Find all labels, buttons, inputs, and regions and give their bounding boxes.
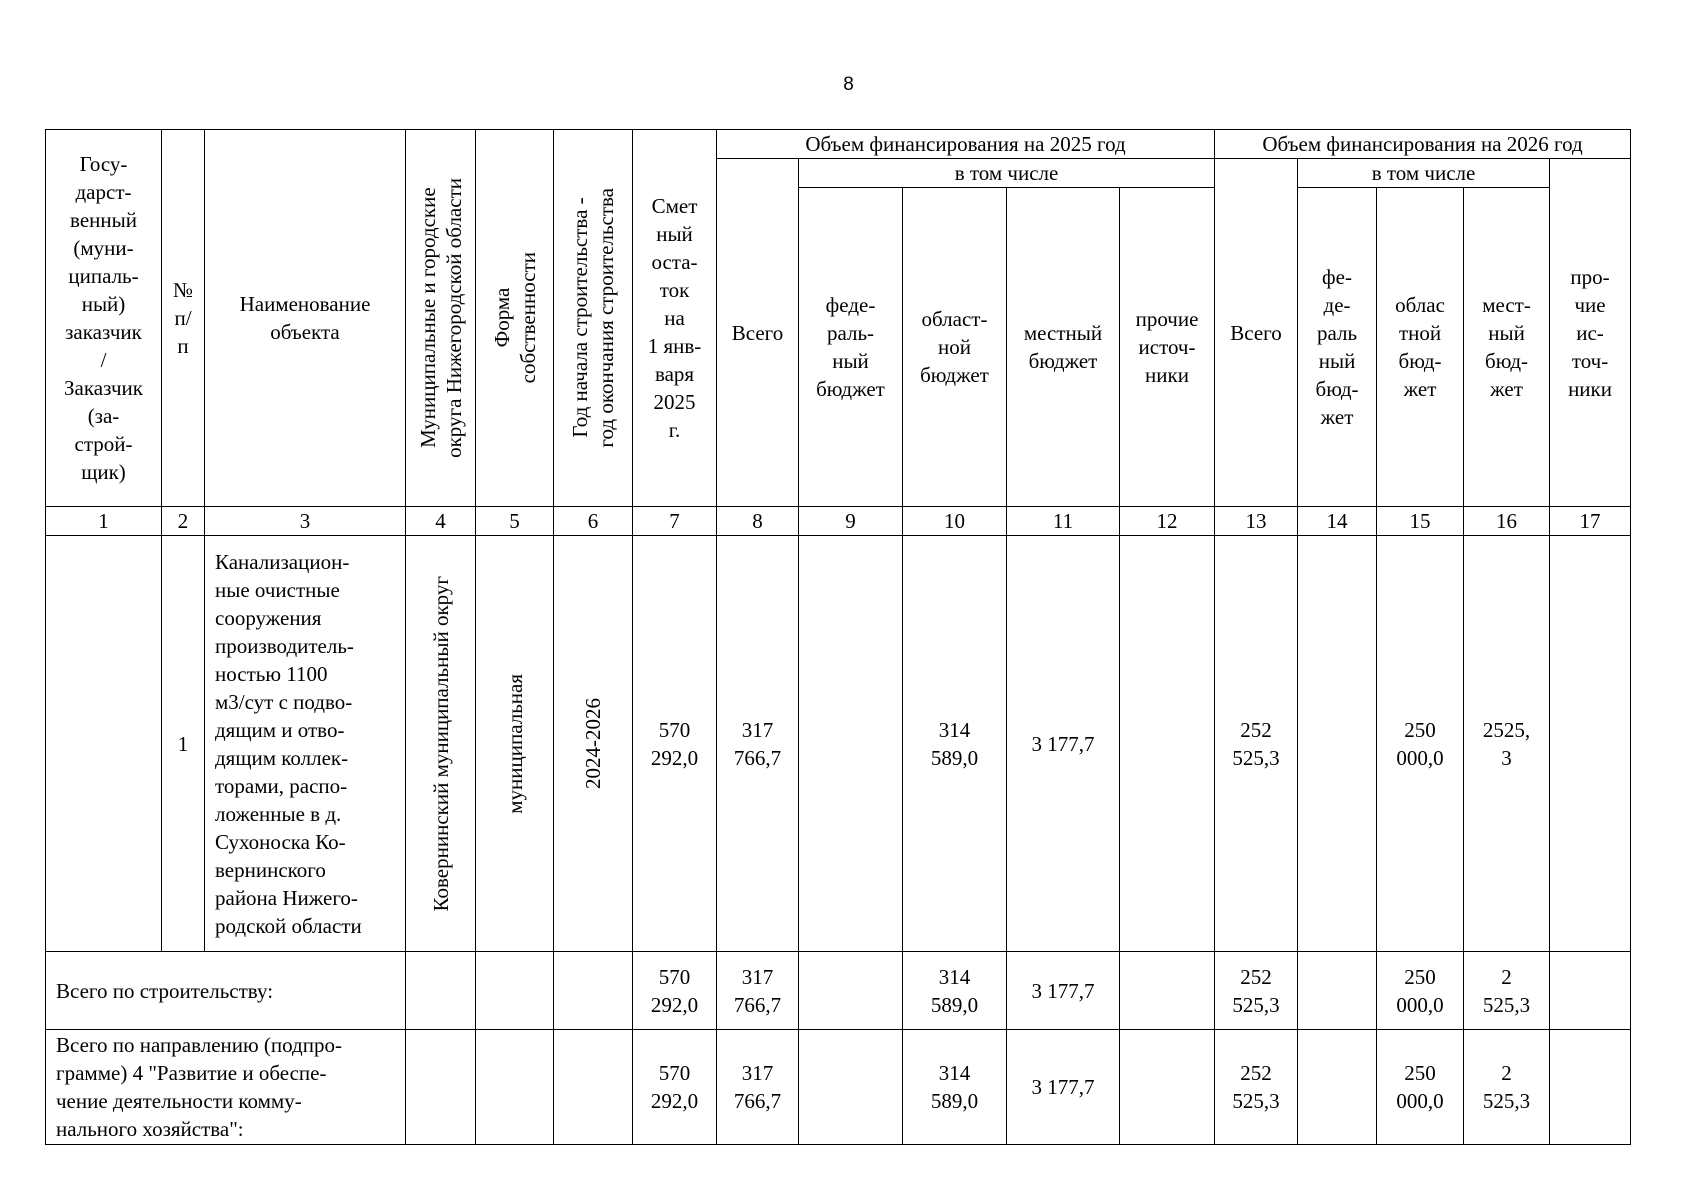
header-in-total-2026: в том числе [1298,159,1550,188]
header-loc-2026: мест- ный бюд- жет [1464,188,1550,507]
cell-years-text: 2024-2026 [581,698,605,789]
cell-total-2025: 317 766,7 [717,1030,799,1145]
col-num: 8 [717,507,799,536]
header-fed-2026: фе- де- раль ный бюд- жет [1298,188,1377,507]
cell-ownership [476,536,554,952]
header-ownership [476,130,554,507]
cell-estimate: 570 292,0 [633,536,717,952]
header-fin-2026: Объем финансирования на 2026 год [1215,130,1631,159]
col-num: 7 [633,507,717,536]
col-num: 5 [476,507,554,536]
cell-total-2026: 252 525,3 [1215,1030,1298,1145]
cell-fed-2026 [1298,536,1377,952]
col-num: 16 [1464,507,1550,536]
cell-fed-2025 [799,536,903,952]
header-oth-2026: про- чие ис- точ- ники [1550,159,1631,507]
col-num: 3 [205,507,406,536]
header-estimate: Смет ный оста- ток на 1 янв- варя 2025 г. [633,130,717,507]
cell-empty [799,1030,903,1145]
col-num: 2 [162,507,205,536]
header-districts [406,130,476,507]
header-name: Наименование объекта [205,130,406,507]
col-num: 14 [1298,507,1377,536]
table-row [46,952,1631,1030]
cell-loc-2025: 3 177,7 [1007,952,1120,1030]
header-num: № п/ п [162,130,205,507]
col-num: 12 [1120,507,1215,536]
cell-loc-2025: 3 177,7 [1007,536,1120,952]
cell-district-text: Ковернинский муниципальный округ [428,575,453,912]
header-total-2025: Всего [717,159,799,507]
cell-empty [799,952,903,1030]
cell-empty [406,1030,476,1145]
cell-total-2026: 252 525,3 [1215,952,1298,1030]
cell-reg-2025: 314 589,0 [903,1030,1007,1145]
col-num: 1 [46,507,162,536]
cell-empty [1120,952,1215,1030]
cell-estimate: 570 292,0 [633,1030,717,1145]
col-num: 10 [903,507,1007,536]
financing-table [45,129,1631,1145]
header-total-2026: Всего [1215,159,1298,507]
total-direction-label: Всего по направлению (подпро- грамме) 4 "Развитие и обеспе- чение деятельности комму- нального хозяйства": [46,1030,406,1145]
cell-district [406,536,476,952]
header-years-text: Год начала строительства - год окончания строительства [568,188,618,448]
total-construction-label: Всего по строительству: [46,952,406,1030]
cell-oth-2025 [1120,536,1215,952]
cell-empty [476,952,554,1030]
cell-empty [476,1030,554,1145]
cell-loc-2026: 2 525,3 [1464,952,1550,1030]
header-ownership-text: Форма собственности [489,252,540,384]
cell-reg-2026: 250 000,0 [1377,952,1464,1030]
cell-total-2025: 317 766,7 [717,536,799,952]
header-in-total-2025: в том числе [799,159,1215,188]
cell-reg-2025: 314 589,0 [903,952,1007,1030]
header-oth-2025: прочие источ- ники [1120,188,1215,507]
col-num: 9 [799,507,903,536]
col-num: 6 [554,507,633,536]
cell-empty [1298,1030,1377,1145]
cell-loc-2025: 3 177,7 [1007,1030,1120,1145]
cell-estimate: 570 292,0 [633,952,717,1030]
cell-empty [1298,952,1377,1030]
col-num: 11 [1007,507,1120,536]
header-reg-2026: облас тной бюд- жет [1377,188,1464,507]
cell-ownership-text: муниципальная [502,673,527,814]
column-numbers-row [46,507,1631,536]
header-customer: Госу- дарст- венный (муни- ципаль- ный) заказчик / Заказчик (за- строй- щик) [46,130,162,507]
cell-years [554,536,633,952]
col-num: 17 [1550,507,1631,536]
table-row [46,1030,1631,1145]
cell-empty [1550,952,1631,1030]
header-fin-2025: Объем финансирования на 2025 год [717,130,1215,159]
cell-empty [406,952,476,1030]
cell-total-2026: 252 525,3 [1215,536,1298,952]
cell-reg-2026: 250 000,0 [1377,1030,1464,1145]
col-num: 13 [1215,507,1298,536]
header-fed-2025: феде- раль- ный бюджет [799,188,903,507]
cell-reg-2025: 314 589,0 [903,536,1007,952]
header-districts-text: Муниципальные и городские округа Нижегородской области [415,178,466,458]
cell-loc-2026: 2 525,3 [1464,1030,1550,1145]
cell-oth-2026 [1550,536,1631,952]
header-loc-2025: местный бюджет [1007,188,1120,507]
col-num: 15 [1377,507,1464,536]
cell-total-2025: 317 766,7 [717,952,799,1030]
cell-empty [554,952,633,1030]
cell-empty [1120,1030,1215,1145]
cell-reg-2026: 250 000,0 [1377,536,1464,952]
header-reg-2025: област- ной бюджет [903,188,1007,507]
cell-empty [1550,1030,1631,1145]
page-number: 8 [843,74,854,95]
cell-object-name: Канализацион- ные очистные сооружения производитель- ностью 1100 м3/сут с подво- дящим и отво- дящим коллек- торами, распо- ложенные в д. Сухоноска Ко- вернинского района Нижего- родской области [205,536,406,952]
cell-customer [46,536,162,952]
header-years [554,130,633,507]
col-num: 4 [406,507,476,536]
cell-num: 1 [162,536,205,952]
cell-empty [554,1030,633,1145]
cell-loc-2026: 2525, 3 [1464,536,1550,952]
table-row [46,536,1631,952]
